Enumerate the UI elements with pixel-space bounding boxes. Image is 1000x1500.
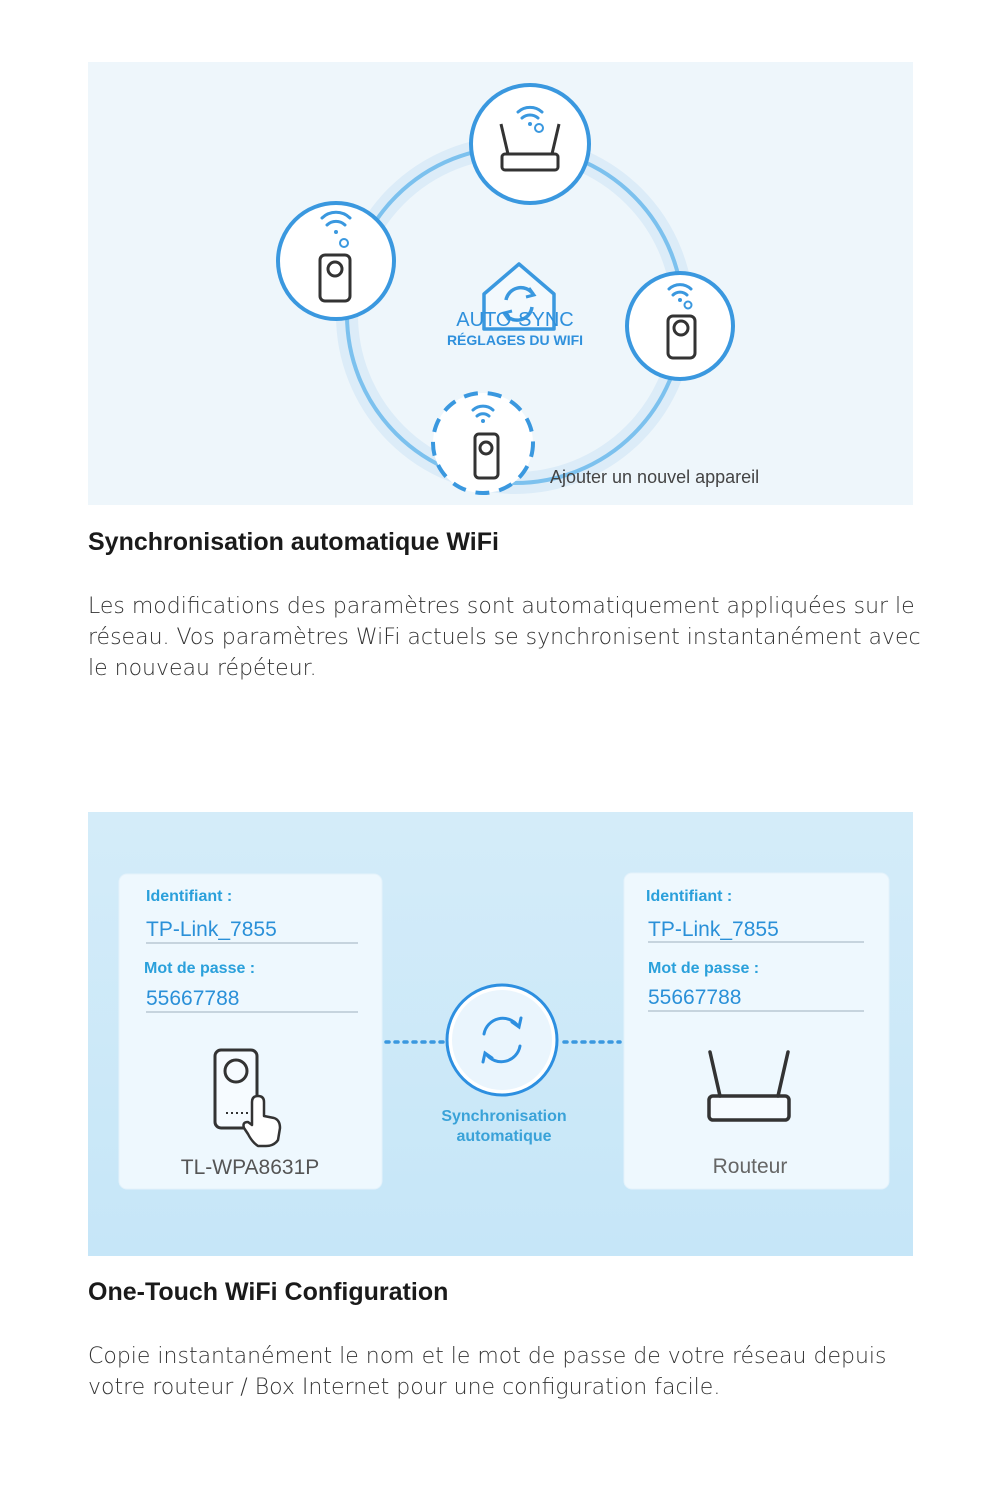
section-heading-one-touch: One-Touch WiFi Configuration [88, 1278, 449, 1306]
router-label: Routeur [712, 1155, 788, 1178]
auto-sync-diagram [88, 62, 913, 505]
password-label: Mot de passe : [648, 960, 760, 977]
auto-sync-sublabel: RÉGLAGES DU WIFI [446, 332, 584, 348]
section-body-one-touch: Copie instantanément le nom et le mot de passe de votre réseau depuis votre routeur / Box Internet pour une configuration facile. [88, 1344, 887, 1400]
one-touch-diagram [88, 812, 913, 1256]
repeater-model-label: TL-WPA8631P [180, 1156, 320, 1179]
new-device-node [433, 393, 533, 493]
add-device-label: Ajouter un nouvel appareil [550, 467, 760, 487]
repeater-node-right [627, 273, 733, 379]
auto-sync-svg [88, 62, 913, 505]
repeater-node-left [278, 203, 394, 319]
id-label: Identifiant : [146, 888, 233, 905]
password-value: 55667788 [146, 987, 240, 1010]
router-node [471, 85, 589, 203]
sync-circle [447, 985, 557, 1095]
sync-label-line1: Synchronisation [441, 1108, 567, 1125]
id-value: TP-Link_7855 [648, 918, 779, 941]
section-body-auto-sync: Les modifications des paramètres sont automatiquement appliquées sur le réseau. Vos paramètres WiFi actuels se synchronisent instantanément avec le nouveau répéteur. [88, 594, 921, 681]
sync-label-line2: automatique [456, 1128, 552, 1145]
id-label: Identifiant : [646, 888, 733, 905]
repeater-credentials-card [119, 874, 382, 1189]
password-value: 55667788 [648, 986, 742, 1009]
section-heading-auto-sync: Synchronisation automatique WiFi [88, 528, 499, 556]
password-label: Mot de passe : [144, 960, 256, 977]
router-credentials-card [624, 873, 889, 1189]
id-value: TP-Link_7855 [146, 918, 277, 941]
auto-sync-label: AUTO-SYNC [456, 309, 574, 331]
powerline-adapter-icon [215, 1050, 257, 1128]
one-touch-svg [88, 812, 913, 1256]
